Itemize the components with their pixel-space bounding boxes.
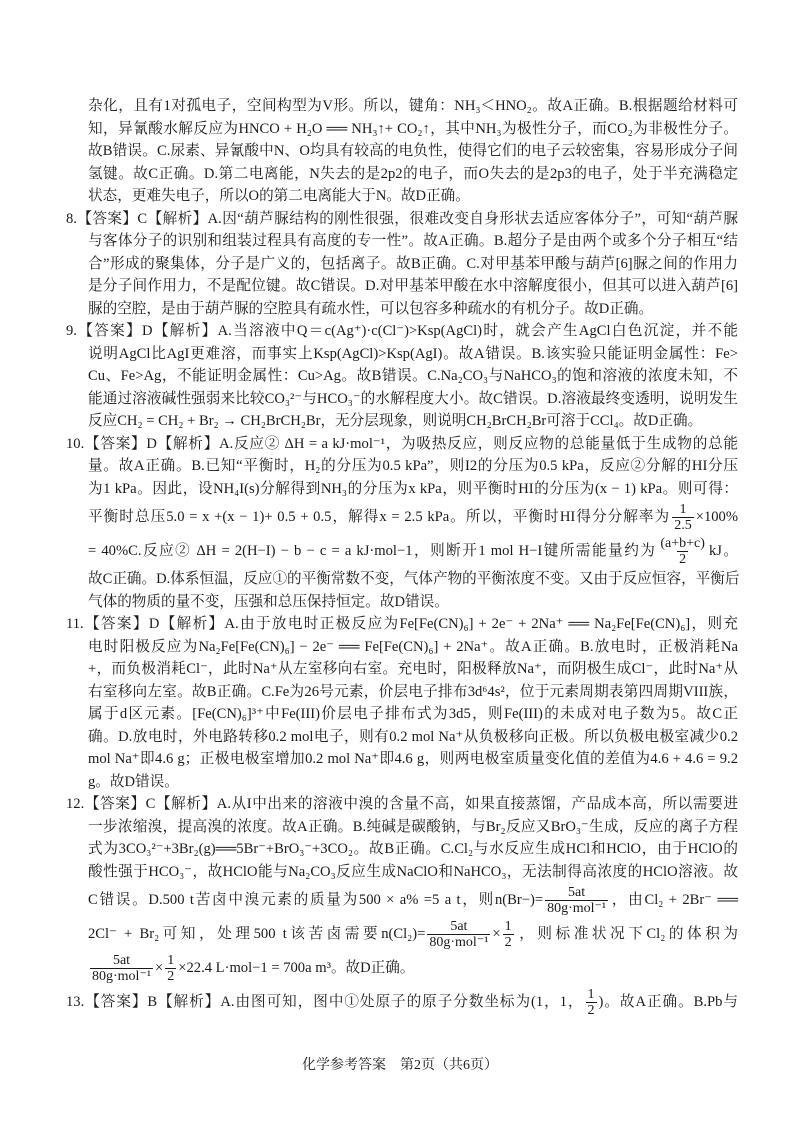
text-line <box>88 343 738 366</box>
fraction-denominator: 2 <box>504 935 512 951</box>
fraction <box>545 885 608 916</box>
text-line <box>88 500 738 534</box>
text-line <box>88 298 738 321</box>
text-line <box>88 816 738 839</box>
question-answer-heading-line <box>66 320 738 343</box>
fraction <box>90 953 153 984</box>
text-segment: 酸性强于HCO₃⁻，故HClO能与Na₂CO₃反应生成NaClO和NaHCO₃，无法制得高浓度的HClO溶液。故 <box>88 863 738 880</box>
text-segment: ×100% <box>695 509 738 525</box>
text-segment: C错误。D.500 t苦卤中溴元素的质量为500 × a% =5 a t，则n(Br−)= <box>88 892 544 908</box>
question-answer-heading-line <box>66 985 738 1019</box>
text-segment: 电时阳极反应为Na₂Fe[Fe(CN)₆] − 2e⁻ ══ Fe[Fe(CN)₆] + 2Na⁺。故A正确。B.放电时，正极消耗Na <box>88 638 738 655</box>
text-segment: 为1 kPa。因此，设NH₄I(s)分解得到NH₃的分压为x kPa，则平衡时HI的分压为(x − 1) kPa。则可得： <box>88 480 738 497</box>
text-segment: kJ。 <box>708 543 739 559</box>
text-segment: 13.【答案】B【解析】A.由图可知，图中①处原子的原子分数坐标为(1，1， <box>66 994 584 1010</box>
text-segment: 气体的物质的量不变，压强和总压保持恒定。故D错误。 <box>88 593 449 610</box>
text-segment: 是分子间作用力，不是配位键。故C错误。D.对甲基苯甲酸在水中溶解度很小，但其可以进入葫芦[6] <box>88 278 738 294</box>
question-answer-heading-line <box>66 793 738 816</box>
text-segment: × <box>155 960 164 976</box>
text-line <box>88 365 738 388</box>
fraction-denominator: 2.5 <box>674 518 692 534</box>
text-segment: ，由Cl₂ + 2Br⁻ ══ <box>610 892 739 908</box>
text-line <box>88 726 738 749</box>
text-line <box>88 703 738 726</box>
text-segment: 杂化，且有1对孤电子，空间构型为V形。所以，键角：NH₃＜HNO₂。故A正确。B.根据题给材料可 <box>88 98 738 114</box>
text-segment: +，而负极消耗Cl⁻，此时Na⁺从左室移向右室。充电时，阳极释放Na⁺，而阴极生成Cl⁻，此时Na⁺从 <box>88 661 738 677</box>
text-line <box>88 410 738 433</box>
text-segment: 右室移向左室。故B正确。C.Fe为26号元素，价层电子排布3d⁶4s²，位于元素周期表第四周期VIII族， <box>88 683 738 700</box>
question-answer-heading-line <box>66 613 738 636</box>
text-segment: 10.【答案】D【解析】A.反应② ΔH = a kJ·mol⁻¹，为吸热反应，则反应物的总能量低于生成物的总能 <box>66 435 738 452</box>
text-segment: = 40%C.反应② ΔH = 2(H−I) − b − c = a kJ·mol−1，则断开1 mol H−I键所需能量约为 <box>88 543 657 559</box>
text-line <box>88 636 738 659</box>
text-line <box>88 230 738 253</box>
fraction-denominator: 2 <box>167 969 175 985</box>
text-segment: 12.【答案】C【解析】A.从I中出来的溶液中溴的含量不高，如果直接蒸馏，产品成本高，所以需要进 <box>66 796 738 812</box>
text-segment: 式为3CO₃²⁻+3Br₂(g)══5Br⁻+BrO₃⁻+3CO₂。故B正确。C.Cl₂与水反应生成HCl和HClO，由于HClO的 <box>88 841 738 857</box>
text-segment: 量。故A正确。B.已知“平衡时，H₂的分压为0.5 kPa”，则I2的分压为0.5 kPa，反应②分解的HI分压 <box>88 458 738 474</box>
fraction-denominator: 2 <box>679 552 687 568</box>
answer-paragraph <box>0 320 800 433</box>
text-segment: 说明AgCl比AgI更难溶，而事实上Ksp(AgCl)>Ksp(AgI)。故A错误。B.该实验只能证明金属性：Fe> <box>88 345 738 362</box>
fraction-numerator: 5at <box>568 885 586 901</box>
fraction-denominator: 80g·mol⁻¹ <box>429 935 489 951</box>
text-segment: ，则标准状况下Cl₂的体积为 <box>515 926 738 942</box>
fraction <box>658 536 707 567</box>
text-line <box>88 917 738 951</box>
text-segment: 确。D.放电时，外电路转移0.2 mol电子，则有0.2 mol Na⁺从负极移向正极。所以负极电极室减少0.2 <box>88 728 738 745</box>
text-segment: 2Cl⁻ + Br₂可知，处理500 t该苦卤需要n(Cl₂)= <box>88 926 426 942</box>
text-segment: 一步浓缩溴，提高溴的浓度。故A正确。B.纯碱是碳酸钠，与Br₂反应又BrO₃⁻生成，反应的离子方程 <box>88 818 738 835</box>
answer-paragraph <box>0 793 800 985</box>
text-line <box>88 568 738 591</box>
text-segment: mol Na⁺即4.6 g；正极电极室增加0.2 mol Na⁺即4.6 g，则两电极室质量变化值的差值为4.6 + 4.6 = 9.2 <box>88 751 738 767</box>
text-segment: 故C正确。D.体系恒温，反应①的平衡常数不变，气体产物的平衡浓度不变。又由于反应恒容，平衡后 <box>88 571 740 587</box>
text-line <box>88 185 738 208</box>
text-segment: 合”形成的聚集体，分子是广义的，包括离子。故B正确。C.对甲基苯甲酸与葫芦[6]脲之间的作用力 <box>88 255 738 272</box>
text-segment: 能通过溶液碱性强弱来比较CO₃²⁻与HCO₃⁻的水解程度大小。故C错误。D.溶液最终变透明，说明发生 <box>88 390 738 407</box>
fraction-numerator: 1 <box>679 502 687 518</box>
answer-paragraph <box>0 208 800 321</box>
text-segment: 与客体分子的识别和组装过程具有高度的专一性”。故A正确。B.超分子是由两个或多个分子相互“结 <box>88 233 738 249</box>
answer-paragraph <box>0 613 800 793</box>
text-line <box>88 478 738 501</box>
text-segment: Cu、Fe>Ag，不能证明金属性：Cu>Ag。故B错误。C.Na₂CO₃与NaHCO₃的饱和溶液的浓度未知，不 <box>88 368 738 384</box>
text-segment: ×22.4 L·mol−1 = 700a m³。故D正确。 <box>178 960 415 976</box>
page-footer: 化学参考答案 第2页（共6页） <box>302 1058 498 1073</box>
text-line <box>88 838 738 861</box>
fraction <box>672 502 694 533</box>
text-line <box>88 95 738 118</box>
question-answer-heading-line <box>66 208 738 231</box>
text-line <box>88 748 738 771</box>
fraction <box>427 919 490 950</box>
text-segment: 知，异氰酸水解反应为HNCO + H₂O ══ NH₃↑+ CO₂↑，其中NH₃为极性分子，而CO₂为非极性分子。 <box>88 120 738 137</box>
text-line <box>88 951 738 985</box>
text-segment: 平衡时总压5.0 = x +(x − 1)+ 0.5 + 0.5，解得x = 2.5 kPa。所以，平衡时HI得分分解率为 <box>88 509 671 525</box>
text-segment: 脲的空腔，是由于葫芦脲的空腔具有疏水性，可以包容多种疏水的有机分子。故D正确。 <box>88 300 654 317</box>
text-segment: 反应CH₂ = CH₂ + Br₂ → CH₂BrCH₂Br，无分层现象，则说明CH₂BrCH₂Br可溶于CCl₄。故D正确。 <box>88 413 703 429</box>
text-line <box>88 861 738 884</box>
text-segment: × <box>492 926 501 942</box>
fraction-numerator: 1 <box>587 987 595 1003</box>
fraction <box>503 919 514 950</box>
text-line <box>88 140 738 163</box>
text-line <box>88 118 738 141</box>
text-line <box>88 658 738 681</box>
fraction-numerator: 5at <box>112 953 131 969</box>
text-line <box>88 771 738 794</box>
fraction-numerator: (a+b+c) <box>660 536 705 552</box>
text-line <box>88 388 738 411</box>
text-line <box>88 883 738 917</box>
text-segment: 氢键。故C正确。D.第二电离能，N失去的是2p2的电子，而O失去的是2p3的电子，处于半充满稳定 <box>88 165 738 182</box>
text-segment: )。故A正确。B.Pb与 <box>598 994 738 1010</box>
question-answer-heading-line <box>66 433 738 456</box>
text-line <box>88 534 738 568</box>
text-segment: 状态，更难失电子，所以O的第二电离能大于N。故D正确。 <box>88 188 470 204</box>
text-segment: 故B错误。C.尿素、异氰酸中N、O均具有较高的电负性，使得它们的电子云较密集，容易形成分子间 <box>88 143 738 159</box>
answer-paragraph <box>0 985 800 1019</box>
fraction-numerator: 1 <box>504 919 512 935</box>
fraction-numerator: 1 <box>167 953 175 969</box>
text-line <box>88 275 738 298</box>
text-segment: 9.【答案】D【解析】A.当溶液中Q＝c(Ag⁺)·c(Cl⁻)>Ksp(AgCl)时，就会产生AgCl白色沉淀，并不能 <box>66 323 738 339</box>
answer-document <box>0 95 800 1019</box>
fraction <box>586 987 597 1018</box>
text-segment: 8.【答案】C【解析】A.因“葫芦脲结构的刚性很强，很难改变自身形状去适应客体分子”，可知“葫芦脲 <box>66 210 738 227</box>
text-line <box>88 455 738 478</box>
fraction-numerator: 5at <box>450 919 468 935</box>
text-line <box>88 253 738 276</box>
text-segment: g。故D错误。 <box>88 773 179 790</box>
fraction-denominator: 80g·mol⁻¹ <box>547 901 607 917</box>
text-segment: 属于d区元素。[Fe(CN)₆]³⁺中Fe(III)价层电子排布式为3d5，则Fe(III)的未成对电子数为5。故C正 <box>88 706 738 722</box>
fraction <box>165 953 176 984</box>
fraction-denominator: 2 <box>587 1003 595 1019</box>
text-line <box>88 681 738 704</box>
text-line <box>88 163 738 186</box>
answer-paragraph <box>0 433 800 614</box>
fraction-denominator: 80g·mol⁻¹ <box>92 969 152 985</box>
text-line <box>88 591 738 614</box>
answer-paragraph <box>0 95 800 208</box>
text-segment: 11.【答案】D【解析】A.由于放电时正极反应为Fe[Fe(CN)₆] + 2e⁻ + 2Na⁺ ══ Na₂Fe[Fe(CN)₆]，则充 <box>66 616 738 632</box>
